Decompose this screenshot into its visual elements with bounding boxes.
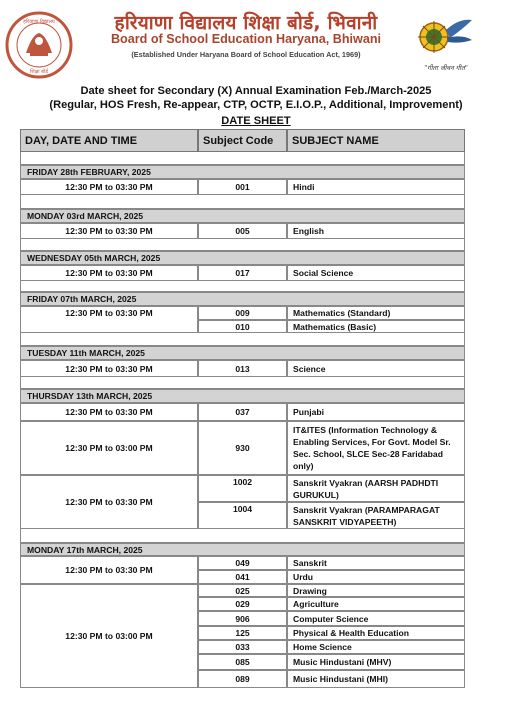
subject-name: Sanskrit Vyakran (AARSH PADHDTI GURUKUL) — [287, 475, 465, 502]
exam-time: 12:30 PM to 03:30 PM — [20, 360, 198, 377]
subject-code: 029 — [198, 597, 287, 611]
day-row: MONDAY 17th MARCH, 2025 — [20, 543, 465, 556]
exam-time: 12:30 PM to 03:30 PM — [20, 306, 198, 333]
day-row: FRIDAY 28th FEBRUARY, 2025 — [20, 165, 465, 179]
datesheet-label-text: DATE SHEET — [221, 115, 291, 127]
subject-name: Punjabi — [287, 403, 465, 421]
board-title-english: Board of School Education Haryana, Bhiwani — [110, 32, 382, 46]
subject-name: IT&ITES (Information Technology & Enabling Services, For Govt. Model Sr. Sec. School, SLCE Sec-28 Faridabad only) — [287, 421, 465, 475]
subject-name: Physical & Health Education — [287, 626, 465, 640]
subject-name: Agriculture — [287, 597, 465, 611]
subject-code: 017 — [198, 265, 287, 281]
spacer-row — [20, 377, 465, 389]
column-header-day-date-time: DAY, DATE AND TIME — [20, 129, 198, 152]
subject-code: 037 — [198, 403, 287, 421]
exam-time: 12:30 PM to 03:30 PM — [20, 475, 198, 529]
subject-name: Mathematics (Basic) — [287, 320, 465, 333]
subject-code: 085 — [198, 654, 287, 670]
exam-time: 12:30 PM to 03:30 PM — [20, 223, 198, 239]
subject-name: English — [287, 223, 465, 239]
subject-code: 049 — [198, 556, 287, 570]
subject-name: Sanskrit Vyakran (PARAMPARAGAT SANSKRIT VIDYAPEETH) — [287, 502, 465, 529]
column-header-subject-code: Subject Code — [198, 129, 287, 152]
datesheet-label — [0, 115, 512, 127]
subject-name: Hindi — [287, 179, 465, 195]
subject-code: 025 — [198, 584, 287, 597]
spacer-row — [20, 529, 465, 543]
board-title-hindi: हरियाणा विद्यालय शिक्षा बोर्ड, भिवानी — [114, 12, 378, 34]
subject-code: 930 — [198, 421, 287, 475]
exam-time: 12:30 PM to 03:30 PM — [20, 265, 198, 281]
subject-name: Urdu — [287, 570, 465, 584]
subject-code: 089 — [198, 670, 287, 688]
column-header-subject-name: SUBJECT NAME — [287, 129, 465, 152]
svg-text:शिक्षा बोर्ड: शिक्षा बोर्ड — [30, 69, 48, 75]
board-seal-logo — [2, 11, 76, 79]
subject-name: Music Hindustani (MHV) — [287, 654, 465, 670]
subject-code: 009 — [198, 306, 287, 320]
spacer-row — [20, 195, 465, 209]
subject-name: Computer Science — [287, 611, 465, 626]
spacer-row — [20, 281, 465, 292]
subject-name: Music Hindustani (MHI) — [287, 670, 465, 688]
subject-code: 033 — [198, 640, 287, 654]
datesheet-title: Date sheet for Secondary (X) Annual Examination Feb./March-2025 — [80, 85, 432, 97]
exam-time: 12:30 PM to 03:30 PM — [20, 556, 198, 584]
datesheet-categories: (Regular, HOS Fresh, Re-appear, CTP, OCTP, E.I.O.P., Additional, Improvement) — [49, 99, 463, 111]
subject-code: 906 — [198, 611, 287, 626]
subject-code: 010 — [198, 320, 287, 333]
subject-name: Drawing — [287, 584, 465, 597]
day-row: WEDNESDAY 05th MARCH, 2025 — [20, 251, 465, 265]
subject-code: 041 — [198, 570, 287, 584]
day-row: THURSDAY 13th MARCH, 2025 — [20, 389, 465, 403]
motto-text: "गीता जीवन गीत" — [424, 64, 468, 72]
subject-name: Home Science — [287, 640, 465, 654]
subject-code: 005 — [198, 223, 287, 239]
exam-time: 12:30 PM to 03:00 PM — [20, 584, 198, 688]
subject-code: 001 — [198, 179, 287, 195]
day-row: MONDAY 03rd MARCH, 2025 — [20, 209, 465, 223]
spacer-row — [20, 152, 465, 165]
exam-time: 12:30 PM to 03:00 PM — [20, 421, 198, 475]
svg-text:हरियाणा विद्यालय: हरियाणा विद्यालय — [23, 19, 55, 25]
day-row: TUESDAY 11th MARCH, 2025 — [20, 346, 465, 360]
day-row: FRIDAY 07th MARCH, 2025 — [20, 292, 465, 306]
subject-name: Sanskrit — [287, 556, 465, 570]
subject-code: 013 — [198, 360, 287, 377]
spacer-row — [20, 333, 465, 346]
exam-time: 12:30 PM to 03:30 PM — [20, 179, 198, 195]
exam-time: 12:30 PM to 03:30 PM — [20, 403, 198, 421]
board-header — [0, 0, 512, 80]
date-sheet-table — [20, 129, 465, 689]
subject-name: Mathematics (Standard) — [287, 306, 465, 320]
board-established-note: (Established Under Haryana Board of School Education Act, 1969) — [131, 50, 361, 59]
subject-code: 1002 — [198, 475, 287, 502]
gita-emblem-logo — [414, 12, 474, 62]
subject-code: 1004 — [198, 502, 287, 529]
subject-name: Science — [287, 360, 465, 377]
subject-code: 125 — [198, 626, 287, 640]
subject-name: Social Science — [287, 265, 465, 281]
spacer-row — [20, 239, 465, 251]
